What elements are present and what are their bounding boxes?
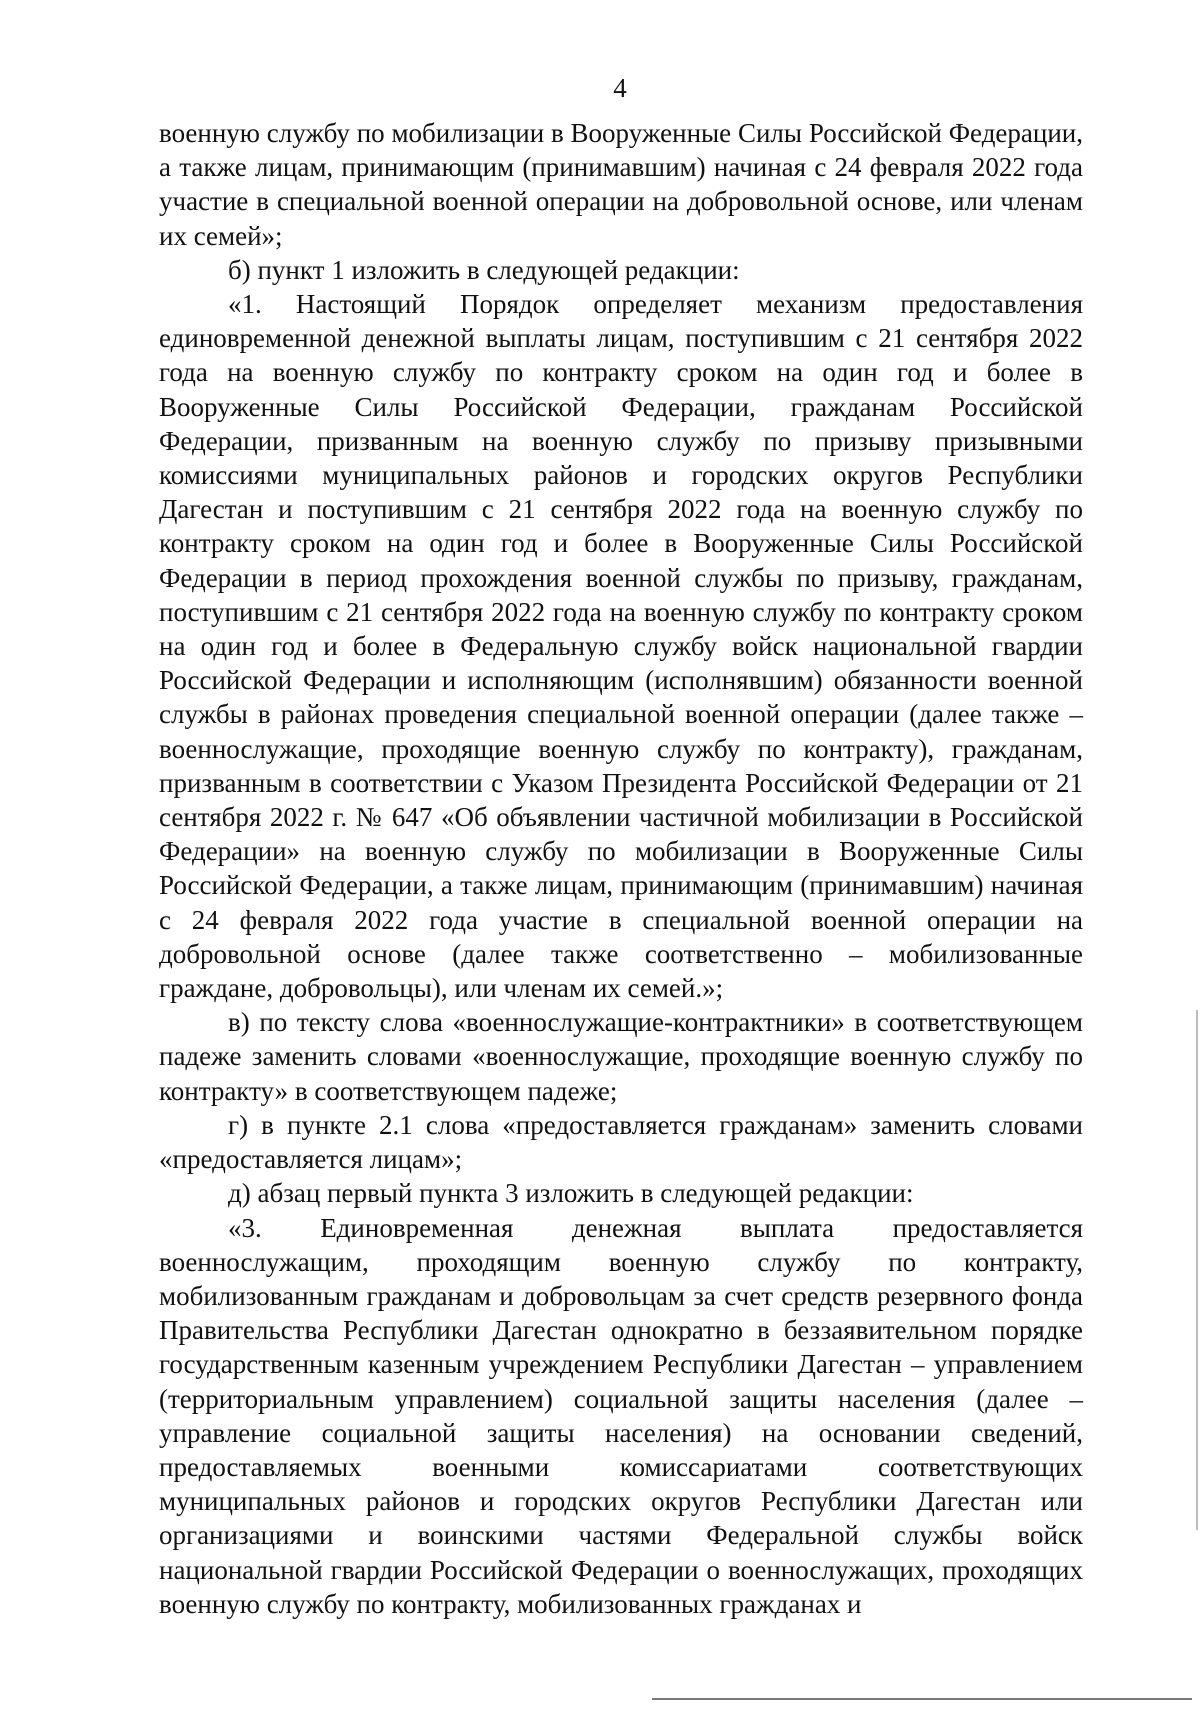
- page-number: 4: [613, 73, 627, 103]
- paragraph-point-3-text: «3. Единовременная денежная выплата предоставляется военнослужащим, проходящим военную службу по контракту, мобилизованным гражданам и добровольцам за счет средств резервного фонда Правительства Республики Дагестан однократно в беззаявительном порядке государственным казенным учреждением Республики Дагестан – управлением (территориальным управлением) социальной защиты населения (далее – управление социальной защиты населения) на основании сведений, предоставляемых военными комиссариатами соответствующих муниципальных районов и городских округов Республики Дагестан или организациями и воинскими частями Федеральной службы войск национальной гвардии Российской Федерации о военнослужащих, проходящих военную службу по контракту, мобилизованных гражданах и: [159, 1212, 1083, 1619]
- paragraph-point-1-text: «1. Настоящий Порядок определяет механизм предоставления единовременной денежной выплаты лицам, поступившим с 21 сентября 2022 года на военную службу по контракту сроком на один год и более в Вооруженные Силы Российской Федерации, гражданам Российской Федерации, призванным на военную службу по призыву призывными комиссиями муниципальных районов и городских округов Республики Дагестан и поступившим с 21 сентября 2022 года на военную службу по контракту сроком на один год и более в Вооруженные Силы Российской Федерации в период прохождения военной службы по призыву, гражданам, поступившим с 21 сентября 2022 года на военную службу по контракту сроком на один год и более в Федеральную службу войск национальной гвардии Российской Федерации и исполняющим (исполнявшим) обязанности военной службы в районах проведения специальной военной операции (далее также – военнослужащие, проходящие военную службу по контракту), гражданам, призванным в соответствии с Указом Президента Российской Федерации от 21 сентября 2022 г. № 647 «Об объявлении частичной мобилизации в Российской Федерации» на военную службу по мобилизации в Вооруженные Силы Российской Федерации, а также лицам, принимающим (принимавшим) начиная с 24 февраля 2022 года участие в специальной военной операции на добровольной основе (далее также соответственно – мобилизованные граждане, добровольцы), или членам их семей.»;: [159, 289, 1083, 1004]
- paragraph-item-v: в) по тексту слова «военнослужащие-контрактники» в соответствующем падеже заменить словами «военнослужащие, проходящие военную службу по контракту» в соответствующем падеже;: [159, 1007, 1083, 1106]
- scan-edge-line: [1196, 1010, 1198, 1530]
- paragraph-item-b: б) пункт 1 изложить в следующей редакции:: [228, 254, 740, 285]
- document-body: [159, 116, 1083, 1621]
- paragraph-item-d: д) абзац первый пункта 3 изложить в следующей редакции:: [228, 1178, 914, 1209]
- paragraph-item-g: г) в пункте 2.1 слова «предоставляется гражданам» заменить словами «предоставляется лицам»;: [159, 1109, 1083, 1175]
- paragraph-continuation: военную службу по мобилизации в Вооруженные Силы Российской Федерации, а также лицам, принимающим (принимавшим) начиная с 24 февраля 2022 года участие в специальной военной операции на добровольной основе, или членам их семей»;: [159, 118, 1083, 251]
- scan-edge-line: [652, 1698, 1192, 1700]
